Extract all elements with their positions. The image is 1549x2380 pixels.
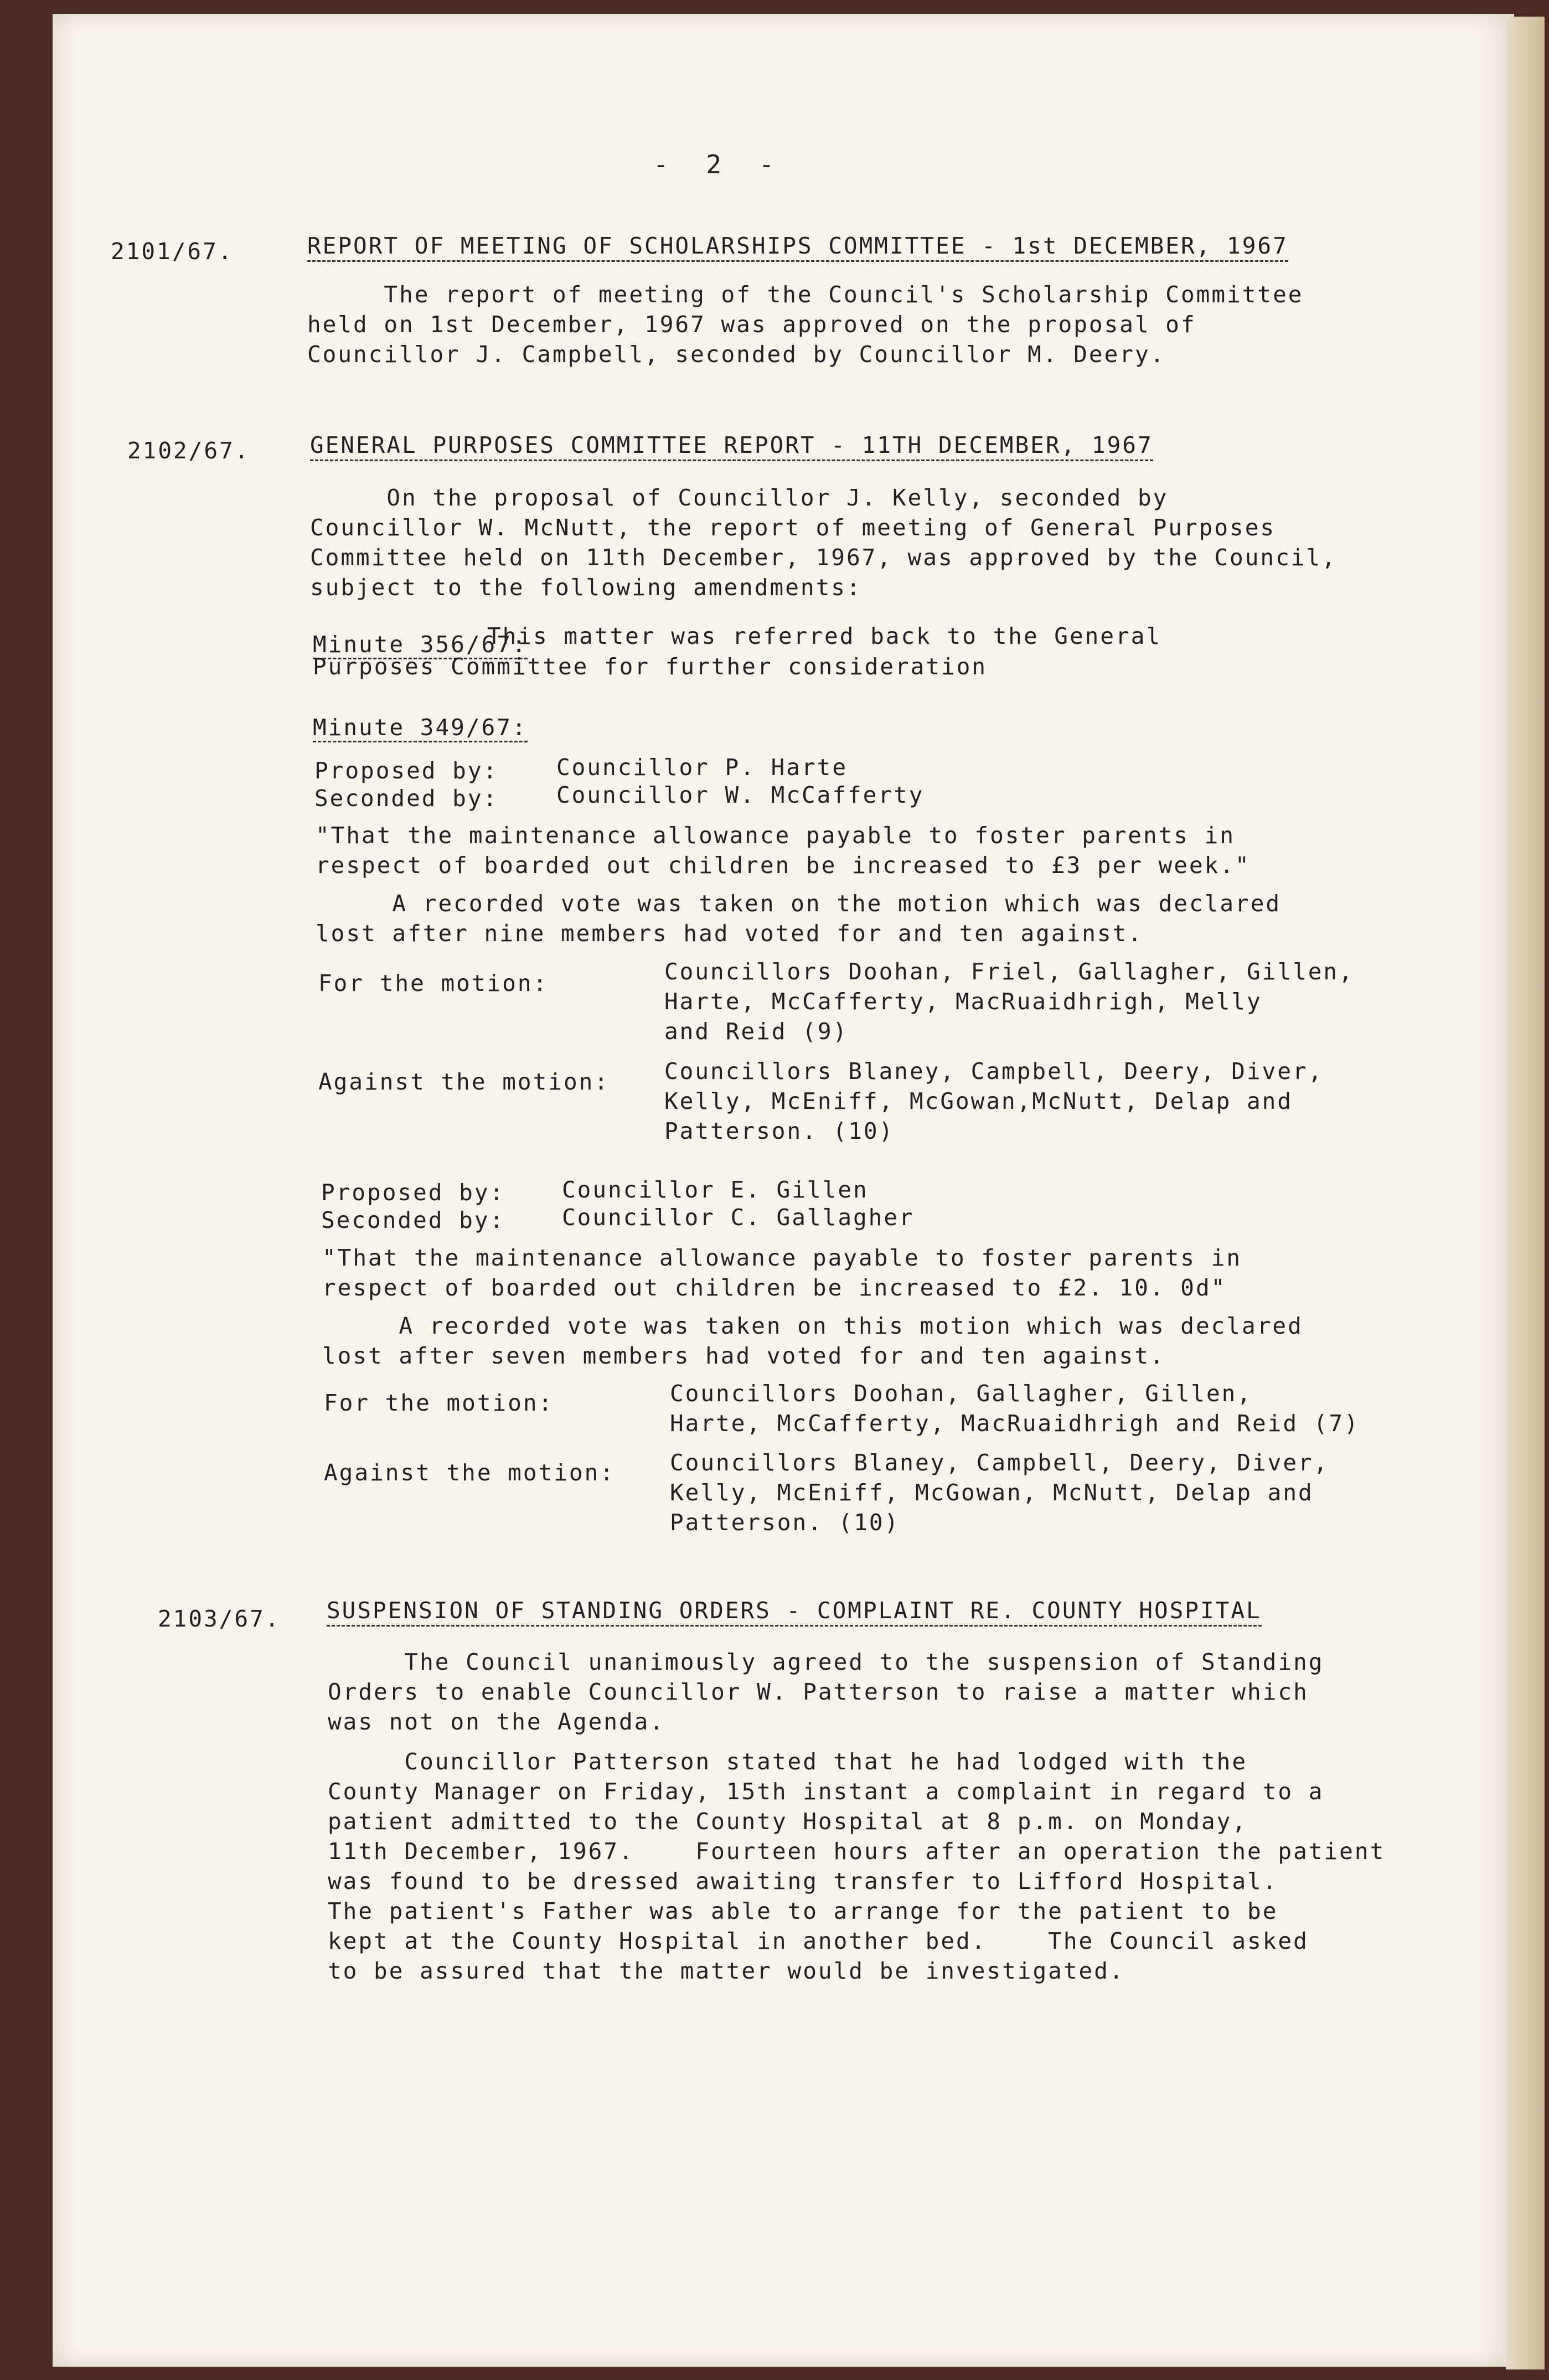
suspension-paragraph-1: The Council unanimously agreed to the suspension of Standing Orders to enable Councillor W. Patterson to raise a matter which was not on the Agenda. xyxy=(328,1649,1324,1735)
against-names-1: Councillors Blaney, Campbell, Deery, Diver, Kelly, McEniff, McGowan,McNutt, Delap and Patterson. (10) xyxy=(664,1058,1324,1144)
minute-349-label: Minute 349/67: xyxy=(313,714,528,741)
seconder-2: Councillor C. Gallagher xyxy=(562,1204,915,1231)
page-number: - 2 - xyxy=(653,149,786,179)
section-heading-general-purposes: GENERAL PURPOSES COMMITTEE REPORT - 11TH DECEMBER, 1967 xyxy=(310,432,1153,461)
proposer-1: Councillor P. Harte xyxy=(556,754,848,781)
general-purposes-paragraph: On the proposal of Councillor J. Kelly, seconded by Councillor W. McNutt, the report of meeting of General Purposes Committee held on 11th December, 1967, was approved by the Council, subject to the following amendments: xyxy=(310,484,1337,601)
motion-2-text: "That the maintenance allowance payable to foster parents in respect of boarded out children be increased to £2. 10. 0d" xyxy=(322,1245,1242,1301)
against-label-1: Against the motion: xyxy=(318,1068,610,1095)
seconded-label-2: Seconded by: xyxy=(321,1207,505,1233)
page-edge xyxy=(1506,17,1545,2369)
minute-356-text-2: Purposes Committee for further consideration xyxy=(313,653,988,680)
seconded-label-1: Seconded by: xyxy=(314,785,499,812)
for-names-1: Councillors Doohan, Friel, Gallagher, Gillen, Harte, McCafferty, MacRuaidhrigh, Melly and Reid (9) xyxy=(664,958,1354,1045)
against-label-2: Against the motion: xyxy=(324,1459,615,1486)
vote-2-text: A recorded vote was taken on this motion which was declared lost after seven members had voted for and ten against. xyxy=(322,1313,1303,1369)
against-names-2: Councillors Blaney, Campbell, Deery, Diver, Kelly, McEniff, McGowan, McNutt, Delap and Patterson. (10) xyxy=(670,1449,1329,1536)
proposer-2: Councillor E. Gillen xyxy=(562,1176,869,1203)
minute-356-label: Minute 356/67: xyxy=(313,631,528,658)
proposed-label-2: Proposed by: xyxy=(321,1179,505,1206)
seconder-1: Councillor W. McCafferty xyxy=(556,782,925,808)
minute-ref-2102: 2102/67. xyxy=(127,437,250,464)
for-names-2: Councillors Doohan, Gallagher, Gillen, Harte, McCafferty, MacRuaidhrigh and Reid (7) xyxy=(670,1380,1360,1437)
minute-ref-2103: 2103/67. xyxy=(158,1605,281,1632)
motion-1-text: "That the maintenance allowance payable to foster parents in respect of boarded out children be increased to £3 per week." xyxy=(316,822,1251,879)
proposed-label-1: Proposed by: xyxy=(314,757,499,784)
minute-ref-2101: 2101/67. xyxy=(111,238,234,265)
vote-1-text: A recorded vote was taken on the motion which was declared lost after nine members had voted for and ten against. xyxy=(316,890,1282,947)
for-label-1: For the motion: xyxy=(318,970,549,997)
section-heading-scholarships: REPORT OF MEETING OF SCHOLARSHIPS COMMITTEE - 1st DECEMBER, 1967 xyxy=(307,233,1288,262)
for-label-2: For the motion: xyxy=(324,1390,554,1416)
scholarships-paragraph: The report of meeting of the Council's Scholarship Committee held on 1st December, 1967 was approved on the proposal of Councillor J. Campbell, seconded by Councillor M. Deery. xyxy=(307,281,1304,368)
section-heading-suspension: SUSPENSION OF STANDING ORDERS - COMPLAINT RE. COUNTY HOSPITAL xyxy=(327,1597,1262,1627)
minute-356-text: This matter was referred back to the General xyxy=(487,623,1162,649)
suspension-paragraph-2: Councillor Patterson stated that he had lodged with the County Manager on Friday, 15th instant a complaint in regard to a patient admitted to the County Hospital at 8 p.m. on Monday, 11th December, 1967. Fourteen hours after an operation the patient was found to be dressed awaiting transfer to Lifford Hospital. The patient's Father was able to arrange for the patient to be kept at the County Hospital in another bed. The Council asked to be assured that the matter would be investigated. xyxy=(328,1748,1386,1984)
